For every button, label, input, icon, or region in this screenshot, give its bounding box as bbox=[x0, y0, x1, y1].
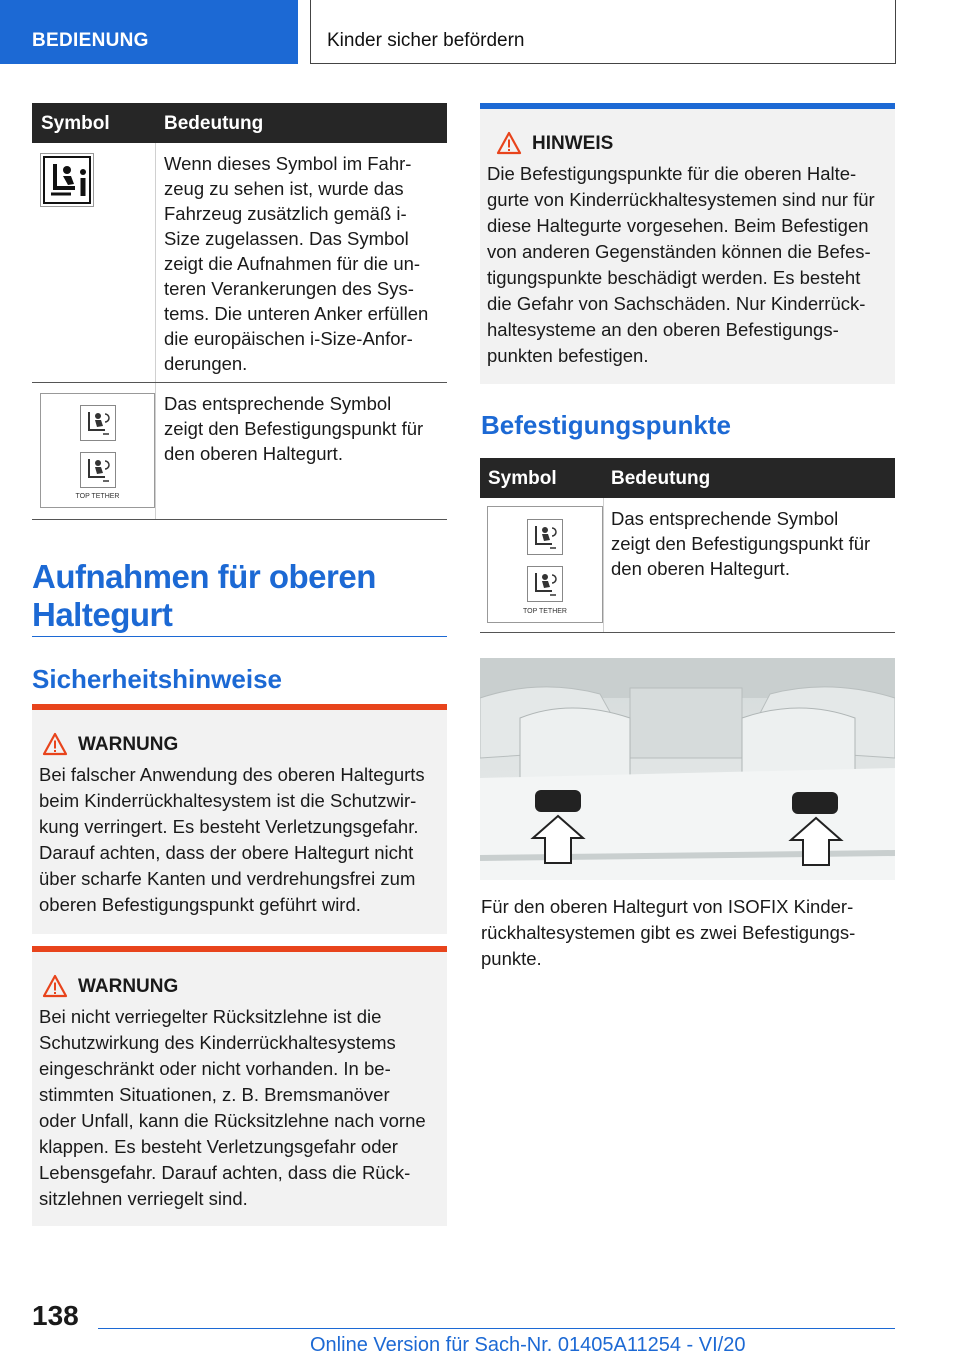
warning-text: Bei falscher Anwendung des oberen Haltegurts beim Kinderrückhaltesystem ist die Schutzwir- kung verringert. Es besteht Verletzungsgefahr. Darauf achten, dass der obere Haltegurt nicht über scharfe Kanten und verdrehungsfrei zum oberen Befestigungspunkt geführt wird. bbox=[39, 764, 425, 915]
section-title: BEDIENUNG bbox=[32, 30, 149, 51]
tether-anchor-icon bbox=[80, 405, 116, 441]
warning-bar bbox=[32, 704, 447, 710]
notice-box bbox=[480, 103, 895, 384]
meaning-text: Das entsprechende Symbol zeigt den Befestigungspunkt für den oberen Haltegurt. bbox=[611, 508, 871, 579]
table-row bbox=[32, 383, 447, 520]
heading-main: Aufnahmen für oberen Haltegurt bbox=[32, 558, 376, 633]
heading-safety: Sicherheitshinweise bbox=[32, 664, 282, 694]
warning-bar bbox=[32, 946, 447, 952]
tether-anchor-icon bbox=[80, 452, 116, 488]
warning-box bbox=[32, 946, 447, 1226]
tether-anchor-icon bbox=[527, 566, 563, 602]
notice-bar bbox=[480, 103, 895, 109]
warning-box bbox=[32, 704, 447, 934]
symbol-cell bbox=[32, 143, 156, 382]
symbol-table-left bbox=[32, 103, 447, 520]
table-header bbox=[480, 458, 895, 498]
meaning-text: Wenn dieses Symbol im Fahr- zeug zu sehen ist, wurde das Fahrzeug zusätzlich gemäß i- Size zugelassen. Das Symbol zeigt die Aufnahmen für die un- teren Verankerungen des Sys- tems. Die unteren Anker erfüllen die europäischen i-Size-Anfor- derungen. bbox=[164, 153, 429, 374]
warning-title: WARNUNG bbox=[78, 976, 179, 997]
section-tab bbox=[0, 0, 298, 64]
illustration-caption: Für den oberen Haltegurt von ISOFIX Kinder- rückhaltesystemen gibt es zwei Befestigungs- punkte. bbox=[481, 896, 856, 969]
online-version-note: Online Version für Sach-Nr. 01405A11254 - VI/20 bbox=[310, 1334, 746, 1356]
tether-anchor-icon bbox=[527, 519, 563, 555]
col-symbol: Symbol bbox=[488, 468, 557, 489]
chapter-tab bbox=[310, 0, 896, 64]
trunk-anchor-illustration bbox=[480, 658, 895, 880]
page-number: 138 bbox=[32, 1300, 79, 1331]
notice-text: Die Befestigungspunkte für die oberen Halte- gurte von Kinderrückhaltesystemen sind nur für diese Haltegurte vorgesehen. Beim Befestigen von anderen Gegenständen können die Befes- tigungspunkte beschädigt werden. Es besteht die Gefahr von Sachschäden. Nur Kinderrück- haltesysteme an den oberen Befestigungs- punkten befestigen. bbox=[487, 163, 875, 366]
tether-label: TOP TETHER bbox=[523, 608, 567, 615]
notice-triangle-icon bbox=[496, 131, 522, 155]
symbol-cell bbox=[32, 383, 156, 519]
warning-title: WARNUNG bbox=[78, 734, 179, 755]
symbol-cell bbox=[480, 498, 604, 632]
heading-rule bbox=[32, 636, 447, 637]
isize-child-seat-icon bbox=[40, 153, 94, 207]
table-header bbox=[32, 103, 447, 143]
col-symbol: Symbol bbox=[41, 113, 110, 134]
chapter-title: Kinder sicher befördern bbox=[327, 30, 525, 51]
footer-rule bbox=[98, 1328, 895, 1329]
notice-title: HINWEIS bbox=[532, 133, 614, 154]
table-row bbox=[480, 498, 895, 633]
heading-points: Befestigungspunkte bbox=[481, 410, 731, 440]
col-meaning: Bedeutung bbox=[611, 468, 711, 489]
top-tether-icon bbox=[487, 506, 603, 623]
symbol-table-right bbox=[480, 458, 895, 633]
top-tether-icon bbox=[40, 393, 155, 508]
meaning-text: Das entsprechende Symbol zeigt den Befestigungspunkt für den oberen Haltegurt. bbox=[164, 393, 424, 464]
tether-label: TOP TETHER bbox=[75, 493, 120, 500]
col-meaning: Bedeutung bbox=[164, 113, 264, 134]
table-row bbox=[32, 143, 447, 383]
warning-text: Bei nicht verriegelter Rücksitzlehne ist die Schutzwirkung des Kinderrückhaltesystems eingeschränkt oder nicht vorhanden. In be- stimmten Situationen, z. B. Bremsmanöver oder Unfall, kann die Rücksitzlehne nach vorne klappen. Es besteht Verletzungsgefahr oder Lebensgefahr. Darauf achten, dass die Rück- sitzlehnen verriegelt sind. bbox=[39, 1006, 426, 1209]
warning-triangle-icon bbox=[42, 974, 68, 998]
warning-triangle-icon bbox=[42, 732, 68, 756]
